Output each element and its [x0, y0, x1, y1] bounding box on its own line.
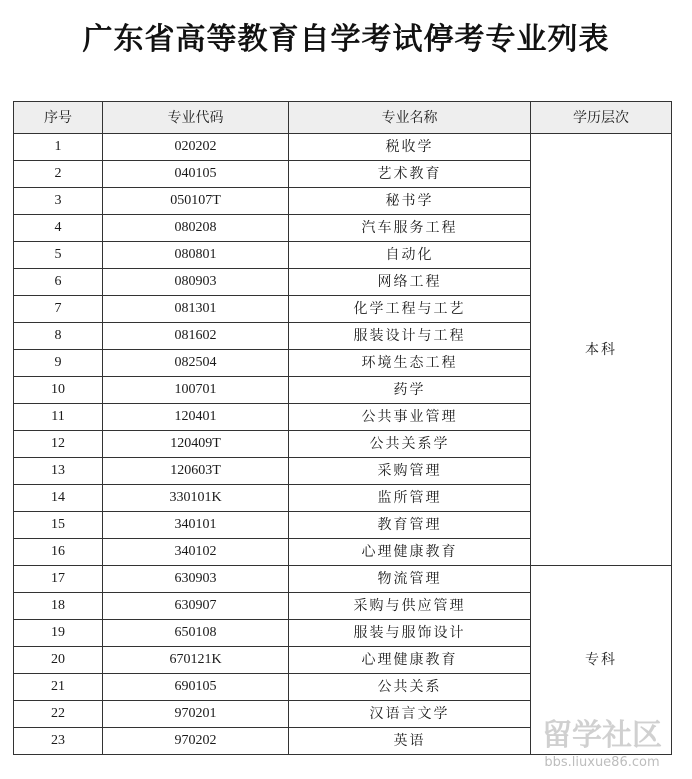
cell-major-name: 艺术教育	[289, 161, 531, 188]
cell-education-level: 专科	[531, 566, 672, 755]
cell-serial: 2	[14, 161, 103, 188]
table-body	[14, 134, 672, 755]
cell-major-name: 英语	[289, 728, 531, 755]
cell-major-name: 服装设计与工程	[289, 323, 531, 350]
cell-serial: 11	[14, 404, 103, 431]
majors-table	[13, 101, 672, 755]
cell-education-level: 本科	[531, 134, 672, 566]
cell-major-name: 公共关系学	[289, 431, 531, 458]
cell-major-name: 服装与服饰设计	[289, 620, 531, 647]
cell-major-name: 秘书学	[289, 188, 531, 215]
cell-major-name: 心理健康教育	[289, 539, 531, 566]
cell-serial: 8	[14, 323, 103, 350]
cell-major-code: 330101K	[103, 485, 289, 512]
cell-major-name: 心理健康教育	[289, 647, 531, 674]
cell-serial: 21	[14, 674, 103, 701]
cell-serial: 9	[14, 350, 103, 377]
cell-serial: 7	[14, 296, 103, 323]
cell-serial: 16	[14, 539, 103, 566]
cell-serial: 22	[14, 701, 103, 728]
cell-major-code: 081301	[103, 296, 289, 323]
cell-major-name: 采购与供应管理	[289, 593, 531, 620]
cell-major-code: 080208	[103, 215, 289, 242]
watermark-url: bbs.liuxue86.com	[544, 755, 660, 770]
cell-major-code: 100701	[103, 377, 289, 404]
cell-major-code: 120409T	[103, 431, 289, 458]
cell-major-code: 970201	[103, 701, 289, 728]
header-major-name: 专业名称	[289, 102, 531, 134]
cell-major-code: 082504	[103, 350, 289, 377]
cell-major-name: 化学工程与工艺	[289, 296, 531, 323]
cell-major-code: 670121K	[103, 647, 289, 674]
cell-serial: 20	[14, 647, 103, 674]
table-row	[14, 134, 672, 161]
cell-serial: 5	[14, 242, 103, 269]
cell-major-code: 040105	[103, 161, 289, 188]
page-title: 广东省高等教育自学考试停考专业列表	[82, 22, 610, 57]
cell-major-name: 监所管理	[289, 485, 531, 512]
header-education-level: 学历层次	[531, 102, 672, 134]
cell-major-name: 药学	[289, 377, 531, 404]
cell-major-code: 970202	[103, 728, 289, 755]
cell-major-code: 340101	[103, 512, 289, 539]
cell-serial: 13	[14, 458, 103, 485]
cell-major-name: 税收学	[289, 134, 531, 161]
cell-serial: 3	[14, 188, 103, 215]
cell-major-code: 650108	[103, 620, 289, 647]
watermark-text: 留学社区	[542, 718, 662, 753]
cell-major-code: 020202	[103, 134, 289, 161]
cell-serial: 12	[14, 431, 103, 458]
cell-major-name: 自动化	[289, 242, 531, 269]
cell-serial: 1	[14, 134, 103, 161]
header-serial: 序号	[14, 102, 103, 134]
cell-major-code: 120603T	[103, 458, 289, 485]
cell-major-name: 汉语言文学	[289, 701, 531, 728]
cell-major-name: 教育管理	[289, 512, 531, 539]
cell-serial: 6	[14, 269, 103, 296]
cell-serial: 15	[14, 512, 103, 539]
header-major-code: 专业代码	[103, 102, 289, 134]
cell-major-code: 340102	[103, 539, 289, 566]
cell-serial: 19	[14, 620, 103, 647]
cell-major-name: 物流管理	[289, 566, 531, 593]
cell-serial: 17	[14, 566, 103, 593]
cell-serial: 10	[14, 377, 103, 404]
cell-major-code: 690105	[103, 674, 289, 701]
table-row	[14, 566, 672, 593]
cell-major-name: 公共事业管理	[289, 404, 531, 431]
cell-major-name: 采购管理	[289, 458, 531, 485]
cell-major-code: 050107T	[103, 188, 289, 215]
cell-major-name: 汽车服务工程	[289, 215, 531, 242]
cell-major-code: 630903	[103, 566, 289, 593]
cell-serial: 18	[14, 593, 103, 620]
table-header-row	[14, 102, 672, 134]
cell-major-code: 080801	[103, 242, 289, 269]
cell-major-code: 630907	[103, 593, 289, 620]
cell-serial: 14	[14, 485, 103, 512]
cell-major-name: 公共关系	[289, 674, 531, 701]
cell-major-name: 网络工程	[289, 269, 531, 296]
cell-serial: 4	[14, 215, 103, 242]
cell-major-code: 120401	[103, 404, 289, 431]
cell-major-code: 081602	[103, 323, 289, 350]
cell-major-code: 080903	[103, 269, 289, 296]
cell-serial: 23	[14, 728, 103, 755]
cell-major-name: 环境生态工程	[289, 350, 531, 377]
